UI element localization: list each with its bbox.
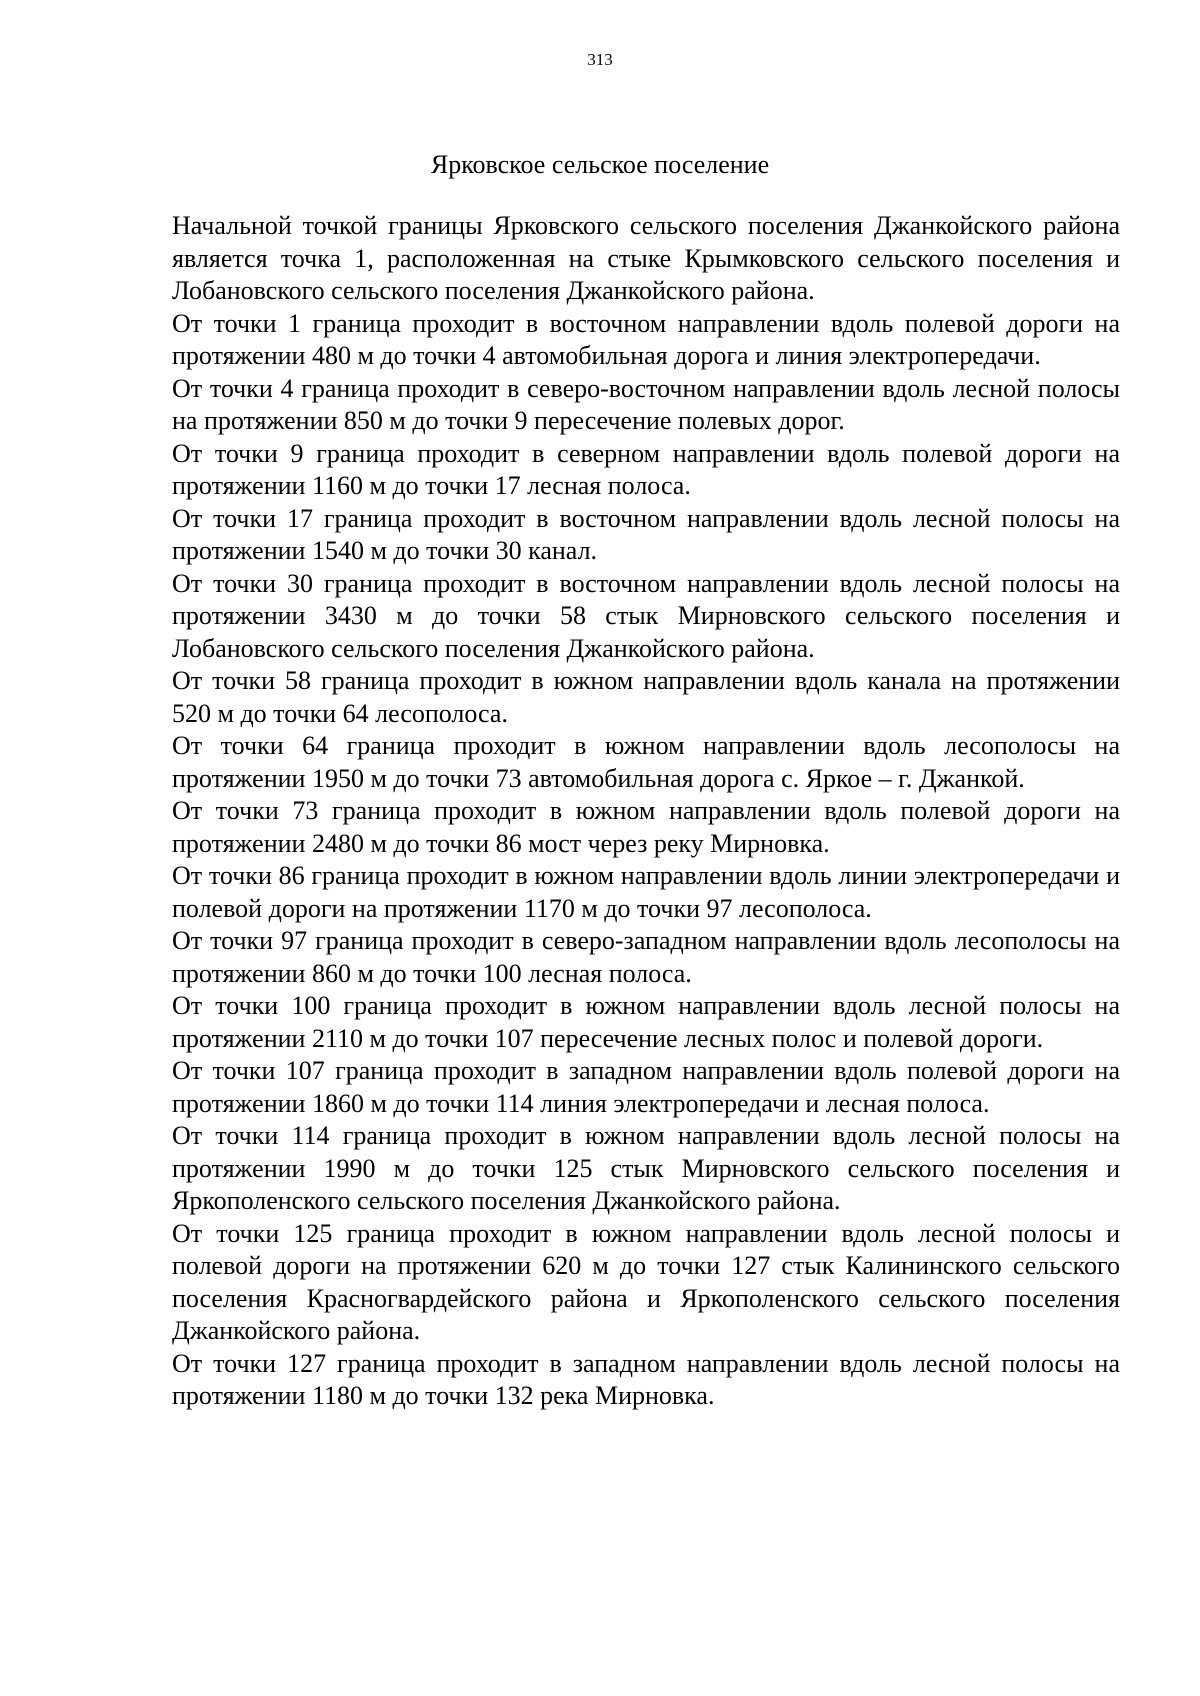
paragraph: От точки 73 граница проходит в южном направлении вдоль полевой дороги на протяжении 2480 м до точки 86 мост через реку Мирновка. <box>172 796 1120 858</box>
paragraph: От точки 64 граница проходит в южном направлении вдоль лесополосы на протяжении 1950 м до точки 73 автомобильная дорога с. Яркое – г. Джанкой. <box>172 731 1120 793</box>
paragraph: От точки 127 граница проходит в западном направлении вдоль лесной полосы на протяжении 1180 м до точки 132 река Мирновка. <box>172 1348 1120 1410</box>
paragraph: От точки 9 граница проходит в северном направлении вдоль полевой дороги на протяжении 1160 м до точки 17 лесная полоса. <box>172 438 1120 500</box>
document-body <box>172 210 1120 1413</box>
document-title: Ярковское сельское поселение <box>430 150 770 179</box>
page-number: 313 <box>587 50 613 69</box>
paragraph: От точки 86 граница проходит в южном направлении вдоль линии электропередачи и полевой дороги на протяжении 1170 м до точки 97 лесополоса. <box>172 861 1120 923</box>
paragraph: От точки 100 граница проходит в южном направлении вдоль лесной полосы на протяжении 2110 м до точки 107 пересечение лесных полос и полевой дороги. <box>172 991 1120 1053</box>
paragraph: От точки 58 граница проходит в южном направлении вдоль канала на протяжении 520 м до точки 64 лесополоса. <box>172 666 1120 728</box>
paragraph: От точки 125 граница проходит в южном направлении вдоль лесной полосы и полевой дороги на протяжении 620 м до точки 127 стык Калининского сельского поселения Красногвардейского района и Яркополенского сельского поселения Джанкойского района. <box>172 1218 1120 1345</box>
paragraph: От точки 107 граница проходит в западном направлении вдоль полевой дороги на протяжении 1860 м до точки 114 линия электропередачи и лесная полоса. <box>172 1056 1120 1118</box>
paragraph: От точки 30 граница проходит в восточном направлении вдоль лесной полосы на протяжении 3430 м до точки 58 стык Мирновского сельского поселения и Лобановского сельского поселения Джанкойского района. <box>172 568 1120 663</box>
paragraph: От точки 1 граница проходит в восточном направлении вдоль полевой дороги на протяжении 480 м до точки 4 автомобильная дорога и линия электропередачи. <box>172 308 1120 370</box>
paragraph: От точки 4 граница проходит в северо-восточном направлении вдоль лесной полосы на протяжении 850 м до точки 9 пересечение полевых дорог. <box>172 373 1120 435</box>
paragraph: От точки 114 граница проходит в южном направлении вдоль лесной полосы на протяжении 1990 м до точки 125 стык Мирновского сельского поселения и Яркополенского сельского поселения Джанкойского района. <box>172 1121 1120 1215</box>
paragraph: Начальной точкой границы Ярковского сельского поселения Джанкойского района является точка 1, расположенная на стыке Крымковского сельского поселения и Лобановского сельского поселения Джанкойского района. <box>172 211 1120 305</box>
paragraph: От точки 17 граница проходит в восточном направлении вдоль лесной полосы на протяжении 1540 м до точки 30 канал. <box>172 503 1120 565</box>
paragraph: От точки 97 граница проходит в северо-западном направлении вдоль лесополосы на протяжении 860 м до точки 100 лесная полоса. <box>172 926 1120 988</box>
